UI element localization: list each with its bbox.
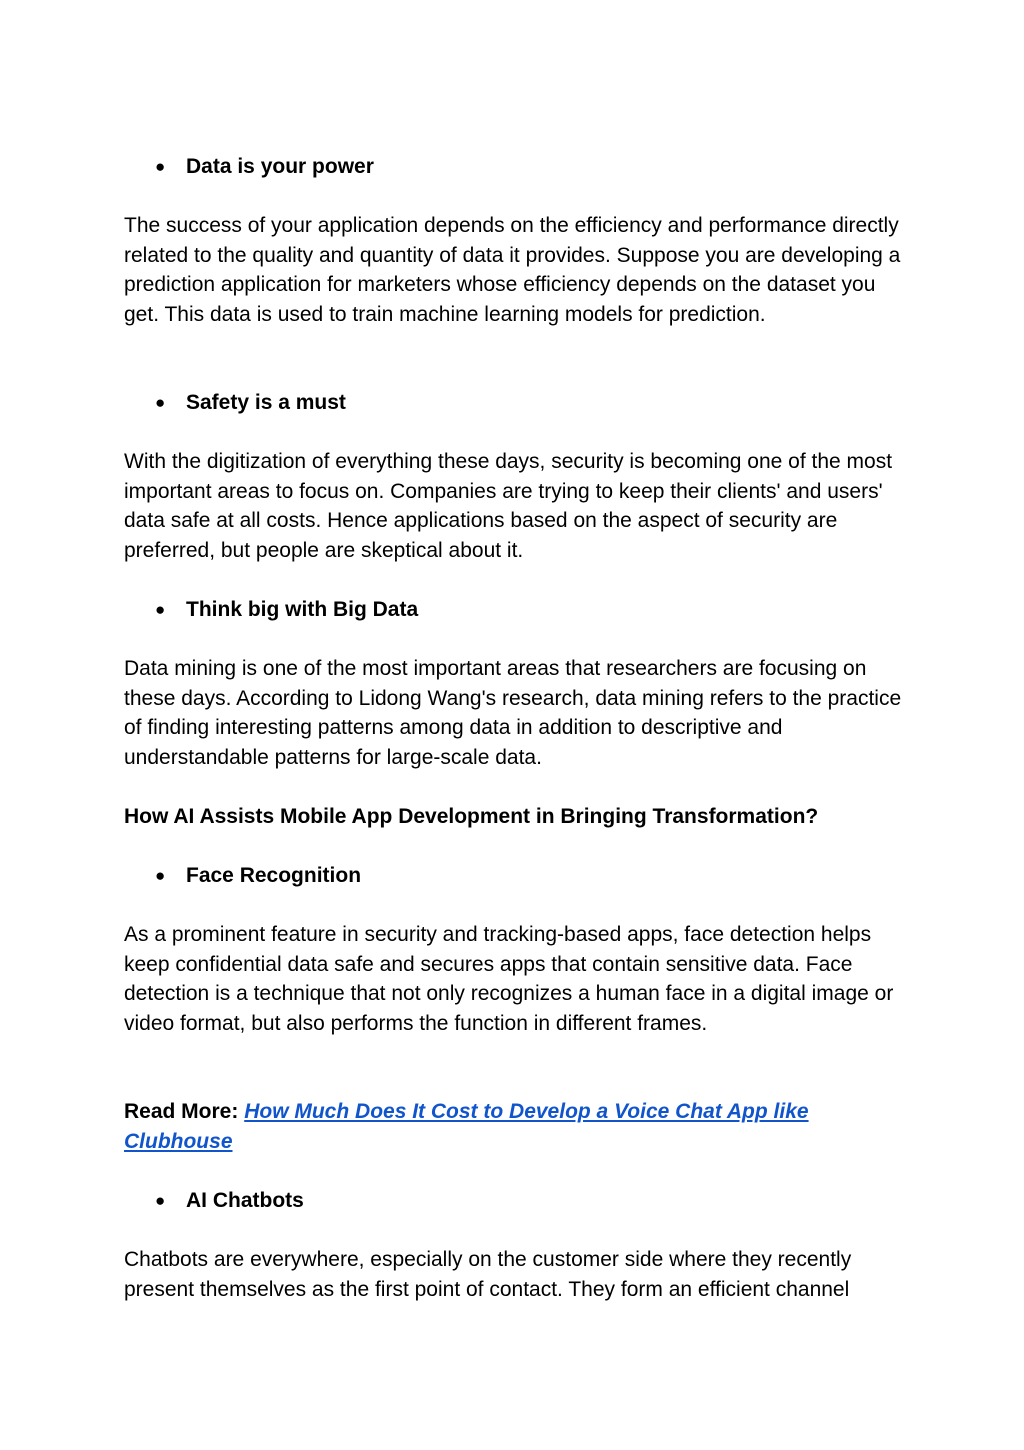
bullet-dot-icon: ● [155,393,166,412]
bullet-dot-icon: ● [155,157,166,176]
bullet-safety-is-a-must [155,388,346,418]
bullet-think-big [155,595,418,625]
bullet-dot-icon: ● [155,1191,166,1210]
section-heading: How AI Assists Mobile App Development in Bringing Transformation? [124,805,819,828]
bullet-ai-chatbots [155,1186,304,1216]
paragraph-face-recognition: As a prominent feature in security and tracking-based apps, face detection helps keep confidential data safe and secures apps that contain sensitive data. Face detection is a technique that not only recognizes a human face in a digital image or video format, but also performs the function in different frames. [124,923,894,1035]
read-more-label: Read More: [124,1100,239,1123]
bullet-dot-icon: ● [155,600,166,619]
read-more [124,1097,914,1156]
bullet-text: Think big with Big Data [186,598,419,621]
bullet-data-is-your-power [155,152,374,182]
paragraph-safety: With the digitization of everything these days, security is becoming one of the most important areas to focus on. Companies are trying to keep their clients' and users' data safe at all costs. Hence applications based on the aspect of security are preferred, but people are skeptical about it. [124,450,893,562]
bullet-dot-icon: ● [155,866,166,885]
paragraph-chatbots: Chatbots are everywhere, especially on the customer side where they recently present themselves as the first point of contact. They form an efficient channel [124,1248,852,1301]
bullet-text: Safety is a must [186,391,346,414]
bullet-text: Data is your power [186,155,374,178]
paragraph-big-data: Data mining is one of the most important areas that researchers are focusing on these days. According to Lidong Wang's research, data mining refers to the practice of finding interesting patterns among data in addition to descriptive and understandable patterns for large-scale data. [124,657,902,769]
bullet-text: AI Chatbots [186,1189,304,1212]
bullet-text: Face Recognition [186,864,362,887]
bullet-face-recognition [155,861,361,891]
paragraph-data-power: The success of your application depends on the efficiency and performance directly related to the quality and quantity of data it provides. Suppose you are developing a prediction application for marketers whose efficiency depends on the dataset you get. This data is used to train machine learning models for prediction. [124,214,901,326]
read-more-link[interactable]: How Much Does It Cost to Develop a Voice Chat App like Clubhouse [124,1100,809,1153]
